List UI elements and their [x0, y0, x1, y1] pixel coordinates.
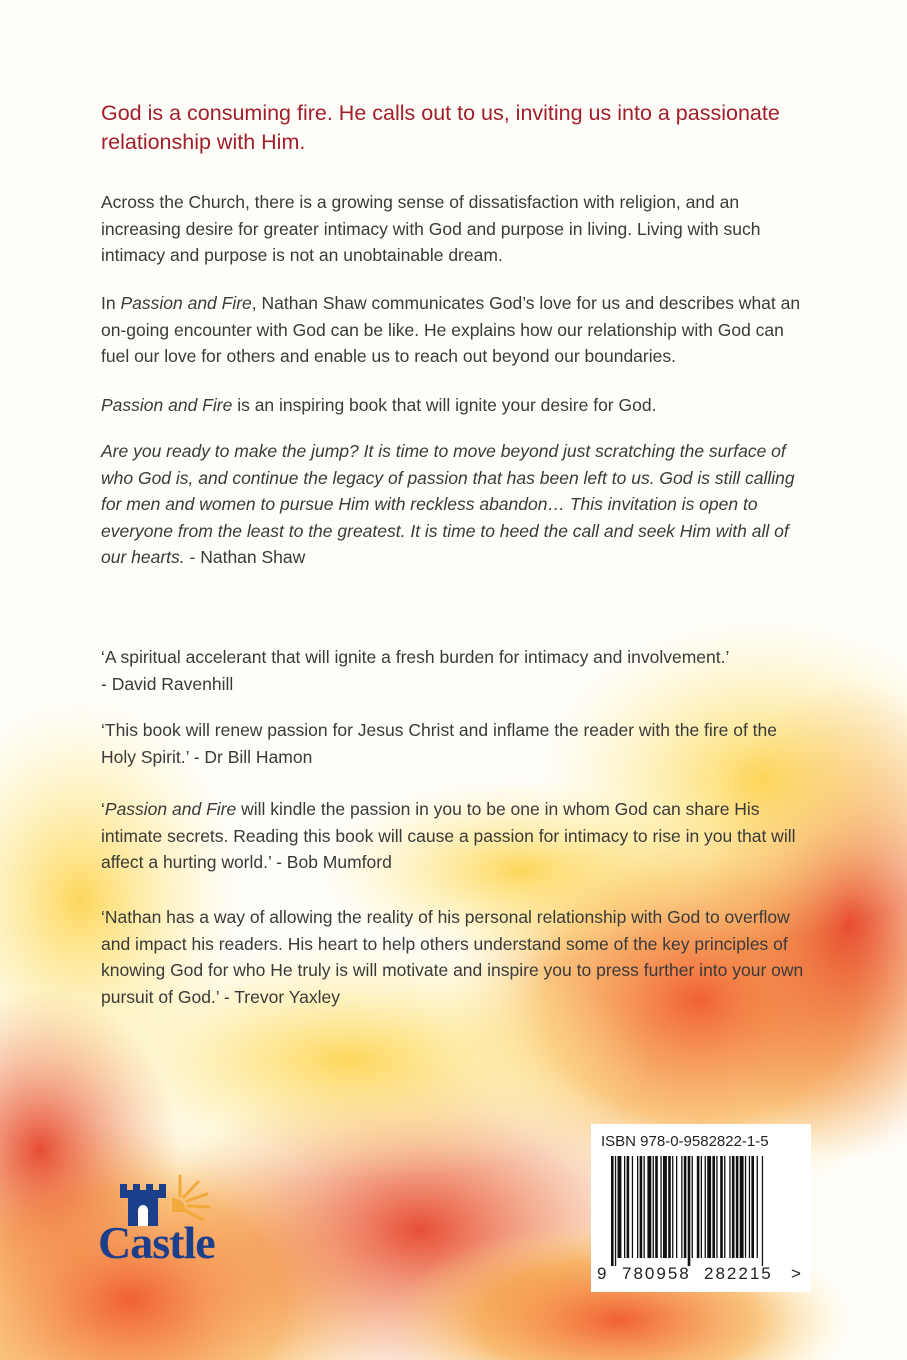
barcode-bar [684, 1156, 687, 1258]
barcode-bar [716, 1156, 717, 1258]
barcode-bar [618, 1156, 622, 1258]
endorsement: ‘A spiritual accelerant that will ignite a fresh burden for intimacy and involvement.’ - David Ravenhill [101, 647, 730, 694]
barcode-bar [637, 1156, 638, 1258]
endorser: - Trevor Yaxley [219, 986, 340, 1007]
publisher-name: Castle [98, 1217, 215, 1268]
barcode-bar [655, 1156, 658, 1258]
barcode-bar [736, 1156, 739, 1258]
publisher-logo [98, 1162, 248, 1274]
barcode-bar [729, 1156, 730, 1258]
barcode-bar [724, 1156, 725, 1258]
book-title: Passion and Fire [101, 395, 233, 415]
barcode-bar [705, 1156, 706, 1258]
barcode [611, 1156, 795, 1266]
barcode-bar [676, 1156, 677, 1258]
barcode-bar [668, 1156, 671, 1258]
barcode-bar [701, 1156, 702, 1258]
barcode-bar [663, 1156, 667, 1258]
endorser: - Bob Mumford [271, 852, 392, 872]
barcode-bar [757, 1156, 758, 1258]
barcode-bar [707, 1156, 711, 1258]
barcode-bar [624, 1156, 625, 1258]
intro-paragraph: Across the Church, there is a growing sense of dissatisfaction with religion, and an increasing desire for greater intimacy with God and purpose in living. Living with such intimacy and purpose is not an unobtainable dream. [101, 192, 761, 265]
barcode-bar [745, 1156, 746, 1258]
barcode-bar [681, 1156, 682, 1258]
barcode-bar [712, 1156, 715, 1258]
barcode-bar [749, 1156, 750, 1258]
barcode-right-digits: 282215 [704, 1264, 773, 1283]
barcode-bar [688, 1156, 691, 1266]
barcode-bar [740, 1156, 744, 1258]
barcode-bar [732, 1156, 735, 1258]
barcode-panel [591, 1124, 811, 1292]
book-title: Passion and Fire [104, 799, 237, 819]
barcode-bar [762, 1156, 763, 1266]
isbn-label: ISBN 978-0-9582822-1-5 [601, 1133, 769, 1150]
book-title: Passion and Fire [120, 293, 252, 313]
author-quote: Are you ready to make the jump? It is time to move beyond just scratching the surface of who God is, and continue the legacy of passion that has been left to us. God is still calling for men and women to pursue Him with reckless abandon… This invitation is open to everyone from the least to the greatest. It is time to heed the call and seek Him with all of our hearts. - Nathan Shaw [101, 441, 795, 567]
endorsement: ‘This book will renew passion for Jesus Christ and inflame the reader with the fire of the Holy Spirit.’ - Dr Bill Hamon [101, 720, 778, 767]
synopsis-paragraph: In Passion and Fire, Nathan Shaw communicates God’s love for us and describes what an on-going encounter with God can be like. He explains how our relationship with God can fuel our love for others and enable us to reach out beyond our boundaries. [101, 293, 801, 366]
barcode-bar [653, 1156, 654, 1258]
barcode-bar [632, 1156, 633, 1258]
barcode-bar [672, 1156, 673, 1258]
endorser: - Dr Bill Hamon [188, 746, 313, 767]
endorsement: ‘Nathan has a way of allowing the reality of his personal relationship with God to overflow and impact his readers. His heart to help others understand some of the key principles of knowing God for who He truly is will motivate and inspire you to press further into your own pursuit of God.’ - Trevor Yaxley [101, 907, 804, 1007]
barcode-bar [644, 1156, 645, 1258]
barcode-bar [720, 1156, 723, 1258]
barcode-bar [692, 1156, 693, 1258]
barcode-bar [647, 1156, 651, 1258]
barcode-end-mark: > [791, 1264, 801, 1283]
tagline-paragraph: Passion and Fire is an inspiring book that will ignite your desire for God. [101, 395, 657, 415]
barcode-bar [660, 1156, 661, 1258]
barcode-bar [640, 1156, 643, 1258]
endorsement: ‘Passion and Fire will kindle the passion in you to be one in whom God can share His intimate secrets. Reading this book will cause a passion for intimacy to rise in you that will affect a hurting world.’ - Bob Mumford [101, 799, 796, 872]
endorser: - David Ravenhill [101, 673, 234, 694]
barcode-first-digit: 9 [597, 1264, 607, 1283]
barcode-bar [751, 1156, 754, 1258]
barcode-bar [615, 1156, 616, 1266]
lead-statement: God is a consuming fire. He calls out to us, inviting us into a passionate relationship with Him. [101, 101, 780, 154]
barcode-bar [697, 1156, 700, 1258]
barcode-bar [611, 1156, 614, 1266]
barcode-left-digits: 780958 [622, 1264, 691, 1283]
quote-author: - Nathan Shaw [184, 547, 306, 567]
barcode-bar [627, 1156, 630, 1258]
